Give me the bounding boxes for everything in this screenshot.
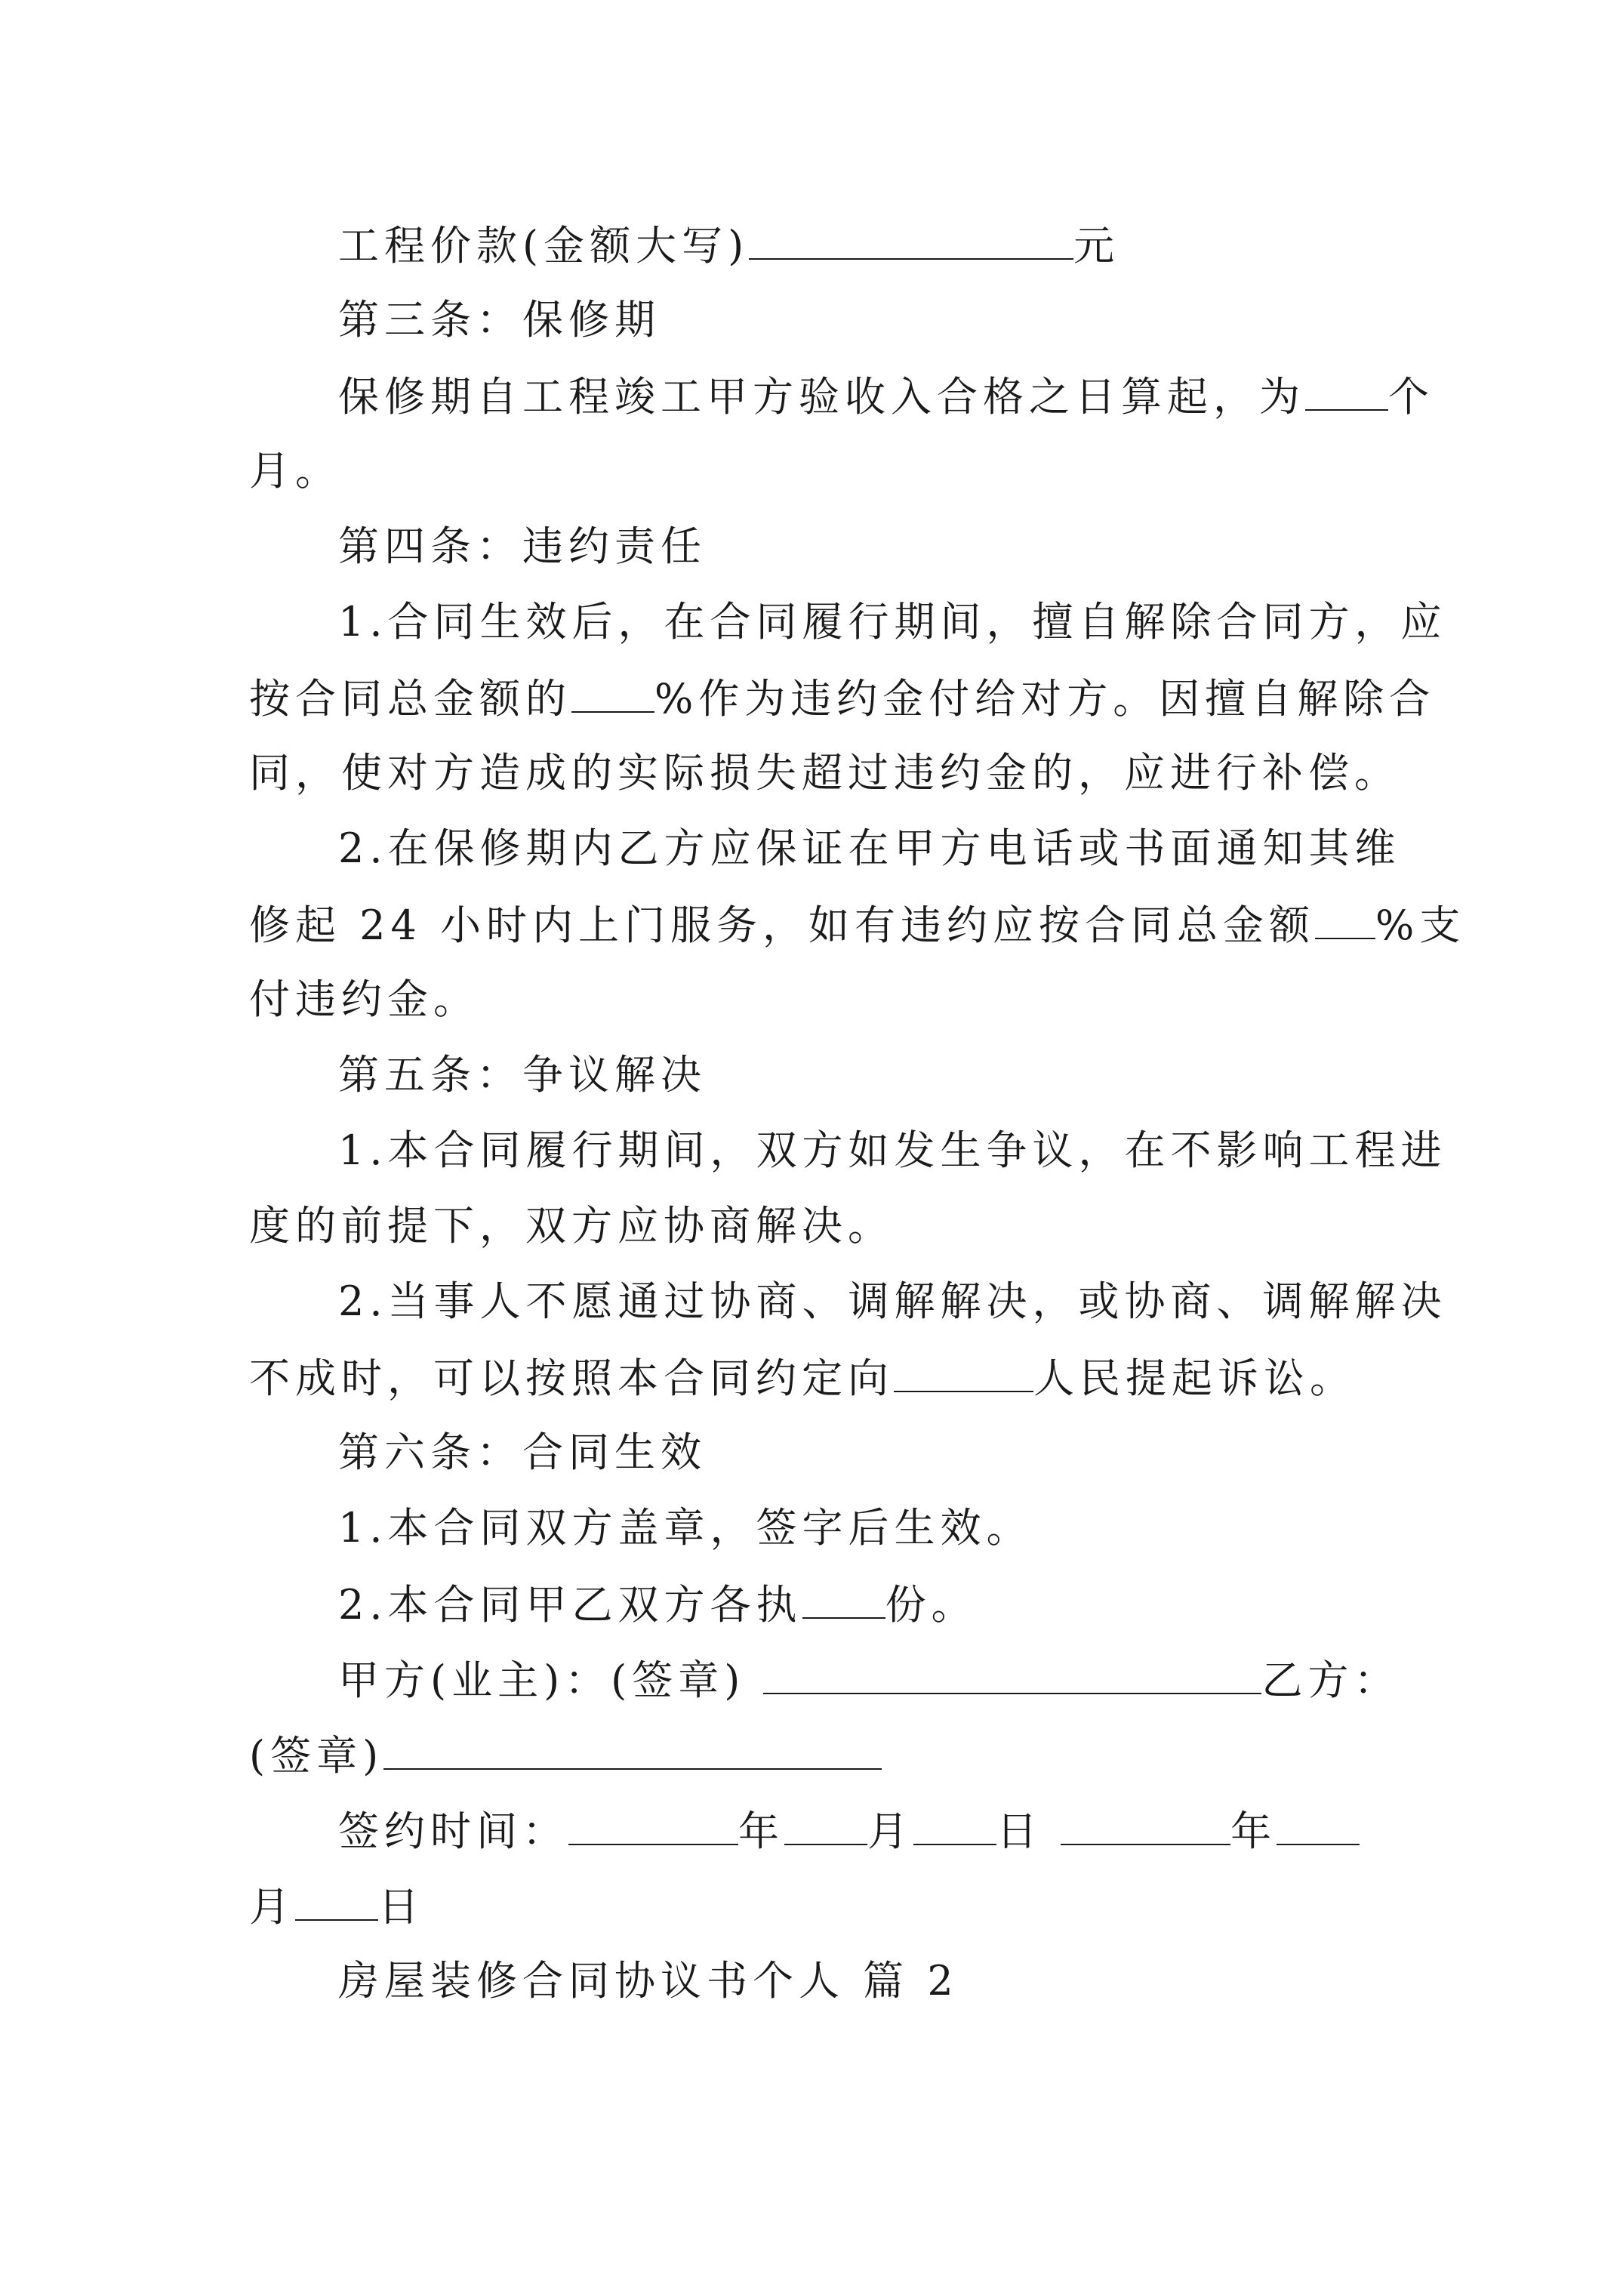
blank-field xyxy=(1277,1806,1360,1845)
paragraph-line: 度的前提下，双方应协商解决。 xyxy=(249,1202,894,1250)
date-line xyxy=(249,1881,424,1931)
text: 年 xyxy=(1230,1808,1277,1855)
signature-blank xyxy=(383,1730,882,1770)
text: (签章) xyxy=(249,1732,384,1780)
signature-line xyxy=(338,1655,1400,1705)
signature-line xyxy=(249,1730,882,1780)
blank-field xyxy=(1061,1806,1230,1845)
paragraph-line: 1.合同生效后，在合同履行期间，擅自解除合同方，应 xyxy=(338,598,1447,646)
section-heading: 第五条：争议解决 xyxy=(338,1051,707,1099)
text: 工程价款(金额大写) xyxy=(338,222,750,270)
text: 不成时，可以按照本合同约定向 xyxy=(249,1354,894,1402)
text: 日 xyxy=(996,1808,1042,1855)
blank-field xyxy=(913,1806,996,1845)
paragraph-line: 2.当事人不愿通过协商、调解解决，或协商、调解解决 xyxy=(338,1277,1447,1325)
blank-field xyxy=(1305,371,1388,411)
paragraph-line xyxy=(249,1353,1356,1403)
paragraph-line xyxy=(249,900,1465,950)
blank-field xyxy=(749,220,1073,260)
text: 个 xyxy=(1388,373,1434,421)
paragraph-line xyxy=(338,1579,978,1629)
date-line xyxy=(338,1806,1360,1856)
text: 签约时间： xyxy=(338,1808,568,1855)
blank-field xyxy=(568,1806,738,1845)
paragraph-line: 同，使对方造成的实际损失超过违约金的，应进行补偿。 xyxy=(249,749,1400,797)
text: 2.本合同甲乙双方各执 xyxy=(338,1581,802,1629)
text: 乙方： xyxy=(1261,1657,1400,1704)
text: 保修期自工程竣工甲方验收入合格之日算起，为 xyxy=(338,373,1305,421)
section-heading: 第六条：合同生效 xyxy=(338,1428,707,1476)
paragraph-line xyxy=(249,673,1435,723)
text: 份。 xyxy=(885,1581,978,1629)
text: 元 xyxy=(1073,222,1120,270)
paragraph-line: 1.本合同履行期间，双方如发生争议，在不影响工程进 xyxy=(338,1126,1447,1174)
line-price xyxy=(338,220,1119,270)
text: 月 xyxy=(867,1808,913,1855)
blank-field xyxy=(894,1353,1033,1392)
blank-field xyxy=(295,1881,378,1921)
paragraph-line: 付违约金。 xyxy=(249,975,479,1023)
section-title: 房屋装修合同协议书个人 篇 2 xyxy=(338,1957,959,2005)
text: 人民提起诉讼。 xyxy=(1033,1354,1356,1402)
paragraph-line xyxy=(338,371,1434,421)
paragraph-line: 1.本合同双方盖章，签字后生效。 xyxy=(338,1504,1033,1552)
text: 按合同总金额的 xyxy=(249,675,571,723)
text: %作为违约金付给对方。因擅自解除合 xyxy=(654,675,1436,723)
text: 修起 24 小时内上门服务，如有违约应按合同总金额 xyxy=(249,901,1316,949)
text: 甲方(业主)：(签章) xyxy=(338,1657,746,1704)
paragraph-line: 2.在保修期内乙方应保证在甲方电话或书面通知其维 xyxy=(338,824,1401,872)
paragraph-line: 月。 xyxy=(249,447,341,495)
text: 月 xyxy=(249,1883,295,1931)
text: 年 xyxy=(738,1808,784,1855)
blank-field xyxy=(571,673,654,713)
text: 日 xyxy=(378,1883,424,1931)
section-heading: 第三条：保修期 xyxy=(338,296,661,344)
section-heading: 第四条：违约责任 xyxy=(338,522,707,570)
blank-field xyxy=(1315,900,1375,939)
blank-field xyxy=(802,1579,885,1619)
signature-blank xyxy=(763,1655,1261,1694)
text: %支 xyxy=(1375,901,1466,949)
blank-field xyxy=(784,1806,867,1845)
